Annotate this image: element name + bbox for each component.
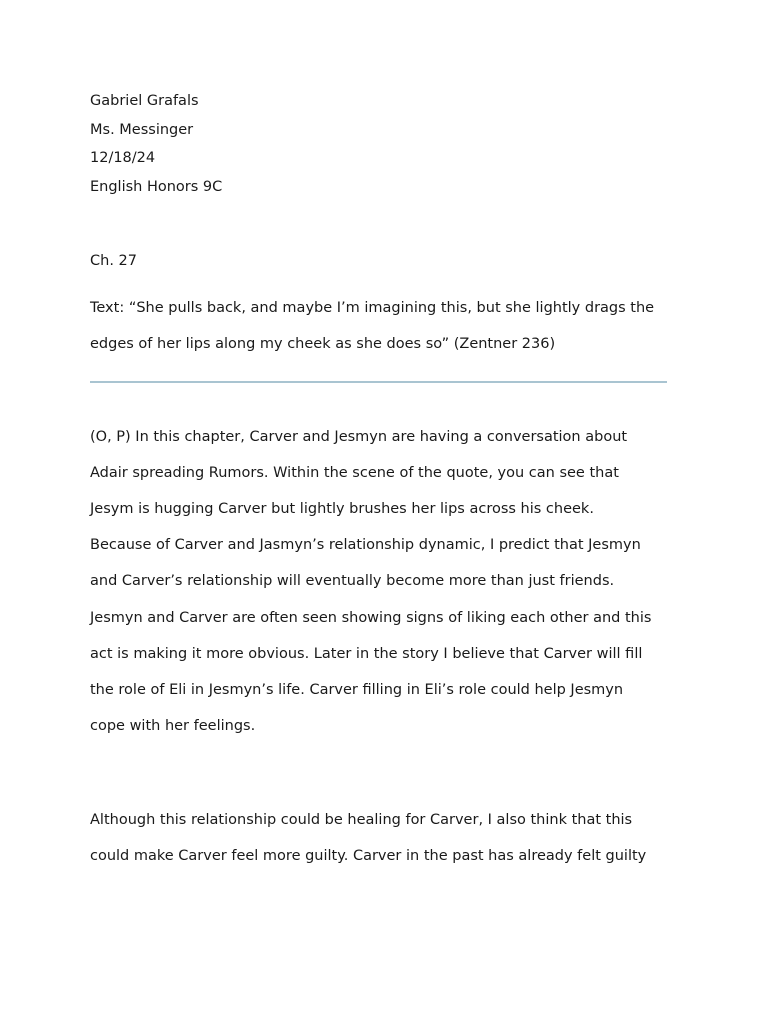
paragraph-line: Adair spreading Rumors. Within the scene of the quote, you can see that bbox=[90, 465, 619, 481]
paragraph-line: Because of Carver and Jasmyn’s relationship dynamic, I predict that Jesmyn bbox=[90, 537, 641, 553]
paragraph-line: Jesmyn and Carver are often seen showing signs of liking each other and this bbox=[90, 610, 652, 626]
paragraph-line: the role of Eli in Jesmyn’s life. Carver filling in Eli’s role could help Jesmyn bbox=[90, 682, 624, 698]
chapter-heading: Ch. 27 bbox=[90, 253, 137, 269]
paragraph-line: cope with her feelings. bbox=[90, 718, 256, 734]
teacher-name: Ms. Messinger bbox=[90, 122, 194, 138]
quote-line: edges of her lips along my cheek as she does so” (Zentner 236) bbox=[90, 336, 556, 352]
paragraph-line: (O, P) In this chapter, Carver and Jesmyn are having a conversation about bbox=[90, 429, 628, 445]
paragraph-line: Although this relationship could be healing for Carver, I also think that this bbox=[90, 812, 633, 828]
quote-line: Text: “She pulls back, and maybe I’m imagining this, but she lightly drags the bbox=[90, 300, 655, 316]
paragraph-line: could make Carver feel more guilty. Carver in the past has already felt guilty bbox=[90, 848, 647, 864]
date: 12/18/24 bbox=[90, 150, 156, 166]
paragraph-line: Jesym is hugging Carver but lightly brushes her lips across his cheek. bbox=[90, 501, 594, 517]
student-name: Gabriel Grafals bbox=[90, 93, 199, 109]
paragraph-line: and Carver’s relationship will eventually become more than just friends. bbox=[90, 573, 615, 589]
course-name: English Honors 9C bbox=[90, 179, 223, 195]
horizontal-divider bbox=[90, 381, 667, 383]
paragraph-line: act is making it more obvious. Later in the story I believe that Carver will fill bbox=[90, 646, 643, 662]
